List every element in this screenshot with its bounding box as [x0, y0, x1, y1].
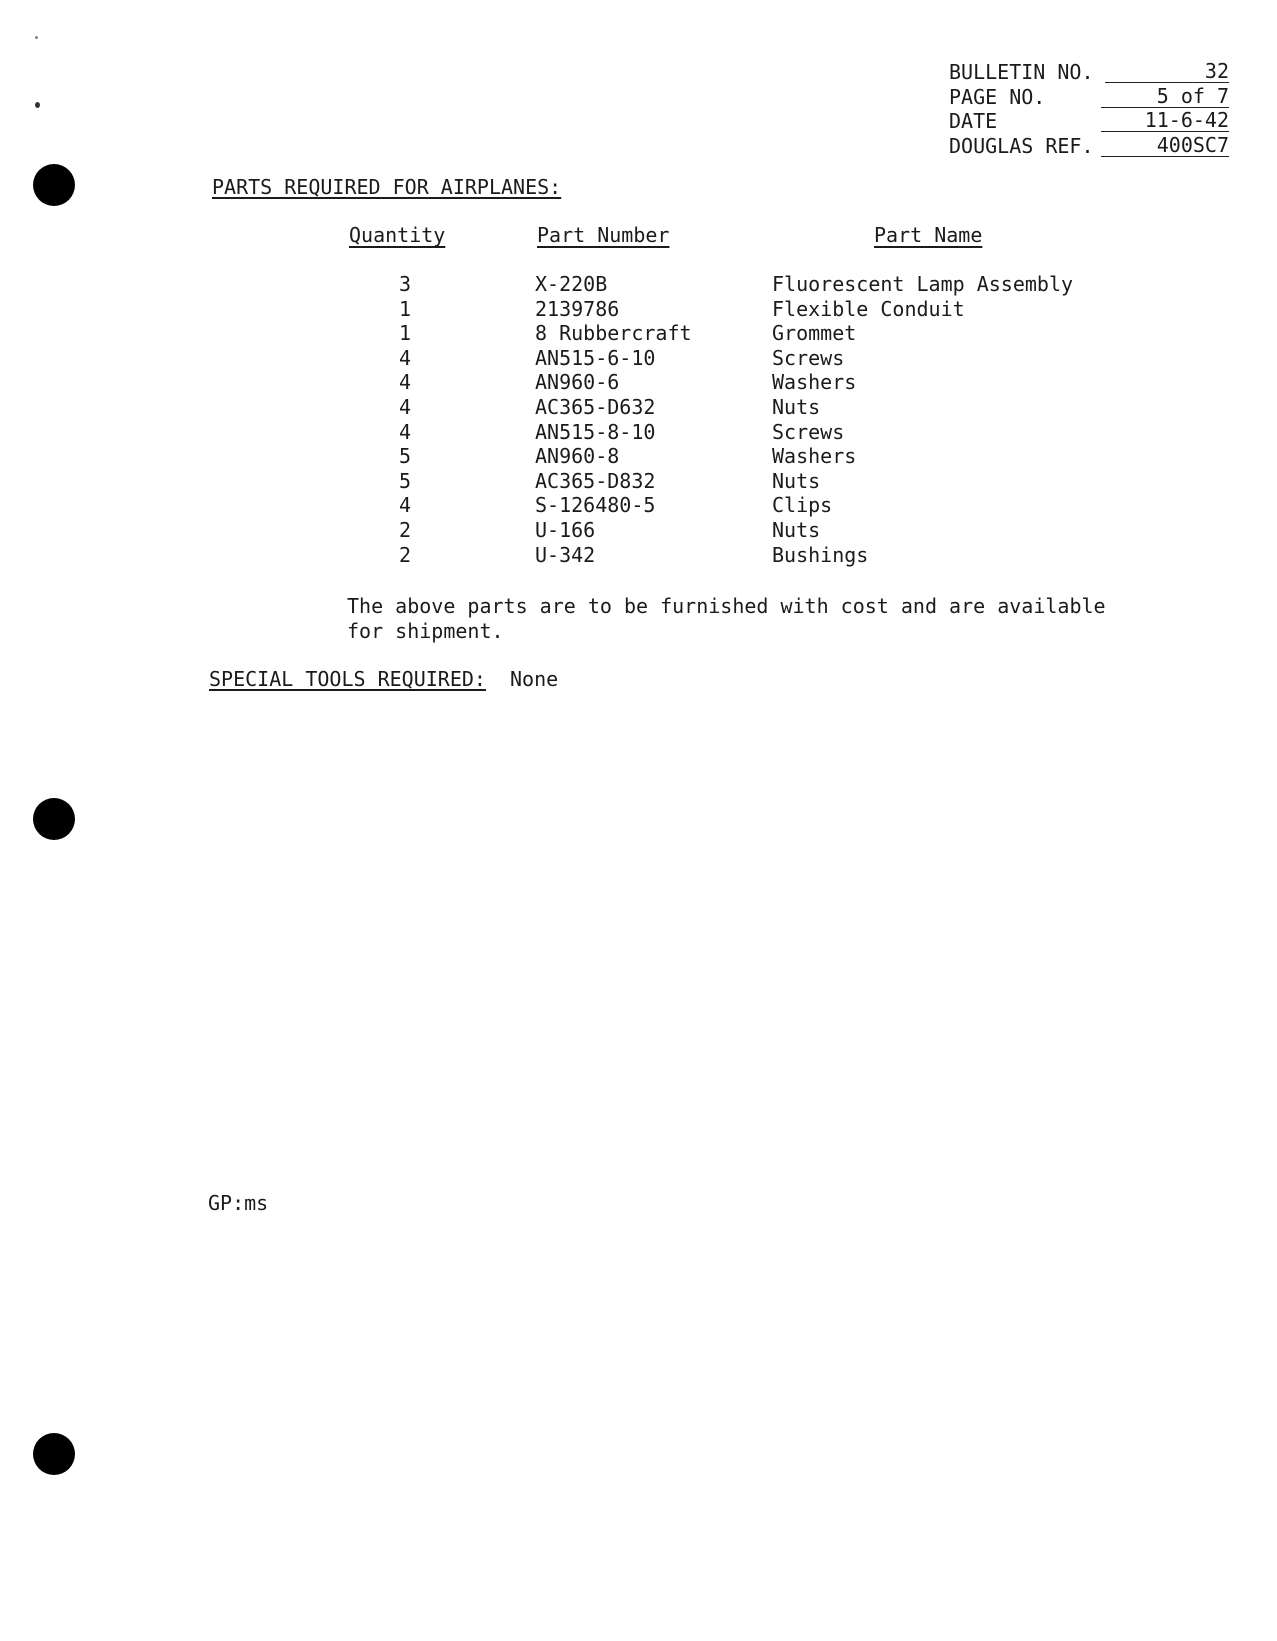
douglas-ref-label: DOUGLAS REF.	[949, 133, 1094, 158]
header-row-page	[949, 85, 1229, 110]
header-row-bulletin	[949, 60, 1229, 85]
quantity-cell: 5	[399, 444, 412, 469]
table-row	[0, 272, 1277, 297]
part-name-cell: Grommet	[772, 321, 857, 346]
quantity-cell: 3	[399, 272, 412, 296]
table-row	[0, 395, 1277, 420]
quantity-cell: 4	[399, 493, 412, 518]
date-label: DATE	[949, 109, 998, 133]
part-name-cell: Screws	[772, 345, 845, 370]
part-name-column-header: Part Name	[874, 223, 983, 247]
table-row	[0, 493, 1277, 518]
part-number-column-header: Part Number	[537, 223, 670, 247]
table-row	[0, 469, 1277, 494]
parts-section-title: PARTS REQUIRED FOR AIRPLANES:	[212, 175, 562, 199]
part-number-cell: AN960-8	[535, 444, 620, 469]
part-number-cell: AN960-6	[535, 370, 620, 395]
ink-speck	[35, 36, 38, 39]
part-name-cell: Screws	[772, 419, 845, 444]
table-row	[0, 543, 1277, 568]
table-row	[0, 420, 1277, 445]
bulletin-header	[949, 60, 1229, 158]
ink-speck	[35, 102, 40, 108]
table-row	[0, 370, 1277, 395]
punch-hole-top	[33, 164, 75, 206]
bulletin-no-value: 32	[1105, 60, 1229, 83]
table-row	[0, 321, 1277, 346]
part-name-cell: Nuts	[772, 394, 821, 419]
part-name-cell: Bushings	[772, 542, 869, 567]
part-number-cell: AN515-6-10	[535, 345, 656, 370]
typist-initials: GP:ms	[208, 1191, 269, 1215]
part-number-cell: 8 Rubbercraft	[535, 321, 692, 346]
quantity-cell: 1	[399, 321, 412, 346]
page-no-value: 5 of 7	[1101, 85, 1229, 108]
special-tools-value: None	[510, 667, 559, 691]
table-row	[0, 346, 1277, 371]
special-tools-label: SPECIAL TOOLS REQUIRED:	[209, 667, 486, 691]
quantity-cell: 4	[399, 370, 412, 395]
quantity-column-header: Quantity	[349, 223, 446, 247]
part-name-cell: Clips	[772, 493, 833, 518]
part-name-cell: Washers	[772, 370, 857, 395]
quantity-cell: 1	[399, 296, 412, 321]
punch-hole-middle	[33, 798, 75, 840]
quantity-cell: 4	[399, 419, 412, 444]
part-name-cell: Nuts	[772, 468, 821, 493]
page-no-label: PAGE NO.	[949, 84, 1046, 109]
table-row	[0, 444, 1277, 469]
quantity-cell: 4	[399, 394, 412, 419]
part-number-cell: AC365-D632	[535, 394, 656, 419]
table-row	[0, 297, 1277, 322]
part-number-cell: X-220B	[535, 272, 608, 296]
part-number-cell: AC365-D832	[535, 468, 656, 493]
part-name-cell: Washers	[772, 444, 857, 469]
douglas-ref-value: 400SC7	[1101, 134, 1229, 157]
part-number-cell: AN515-8-10	[535, 419, 656, 444]
table-row	[0, 518, 1277, 543]
availability-note: The above parts are to be furnished with cost and are available for shipment.	[347, 594, 1106, 643]
part-number-cell: U-166	[535, 517, 596, 542]
quantity-cell: 2	[399, 517, 412, 542]
header-row-date	[949, 109, 1229, 134]
quantity-cell: 2	[399, 542, 412, 567]
part-number-cell: S-126480-5	[535, 493, 656, 518]
quantity-cell: 4	[399, 345, 412, 370]
part-name-cell: Fluorescent Lamp Assembly	[772, 272, 1074, 296]
date-value: 11-6-42	[1101, 109, 1229, 132]
part-number-cell: 2139786	[535, 296, 620, 321]
part-number-cell: U-342	[535, 542, 596, 567]
punch-hole-bottom	[33, 1433, 75, 1475]
quantity-cell: 5	[399, 468, 412, 493]
parts-table	[0, 272, 1277, 567]
part-name-cell: Nuts	[772, 517, 821, 542]
part-name-cell: Flexible Conduit	[772, 296, 965, 321]
header-row-douglas-ref	[949, 134, 1229, 159]
bulletin-no-label: BULLETIN NO.	[949, 60, 1094, 84]
